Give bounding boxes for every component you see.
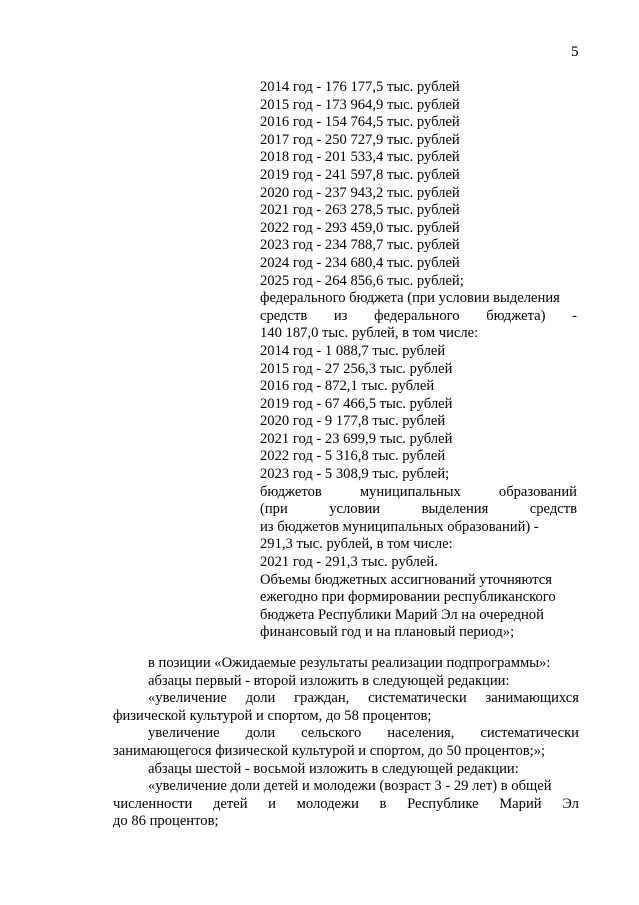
- year-line: 2024 год - 234 680,4 тыс. рублей: [260, 254, 460, 271]
- year-line: 2020 год - 237 943,2 тыс. рублей: [260, 184, 460, 201]
- paragraph-4-line-2: занимающегося физической культурой и спортом, до 50 процентов;»;: [113, 742, 546, 759]
- word: занимающихся: [485, 690, 579, 707]
- federal-line-2: [260, 308, 577, 326]
- word: (при: [260, 501, 288, 518]
- year-line: 2017 год - 250 727,9 тыс. рублей: [260, 131, 460, 148]
- paragraph-2: абзацы первый - второй изложить в следующей редакции:: [148, 672, 510, 689]
- body-text: [113, 655, 579, 831]
- word: муниципальных: [359, 483, 461, 500]
- note-line-4: финансовый год и на плановый период»;: [260, 624, 515, 641]
- year-line: 2015 год - 173 964,9 тыс. рублей: [260, 96, 460, 113]
- word: систематически: [480, 725, 579, 742]
- municipal-line-4: 291,3 тыс. рублей, в том числе:: [260, 536, 453, 553]
- word: граждан,: [294, 690, 350, 707]
- word: средств: [529, 501, 577, 518]
- federal-year-line: 2015 год - 27 256,3 тыс. рублей: [260, 360, 453, 377]
- municipal-line-3: из бюджетов муниципальных образований) -: [260, 518, 539, 535]
- paragraph-6-line-1: «увеличение доли детей и молодежи (возраст 3 - 29 лет) в общей: [148, 778, 552, 795]
- word: в: [379, 795, 387, 812]
- note-line-1: Объемы бюджетных ассигнований уточняются: [260, 571, 552, 588]
- municipal-line-2: [260, 501, 577, 519]
- federal-year-line: 2014 год - 1 088,7 тыс. рублей: [260, 342, 446, 359]
- year-line: 2022 год - 293 459,0 тыс. рублей: [260, 219, 460, 236]
- word: и: [268, 795, 276, 812]
- funding-block: [260, 79, 577, 642]
- word: средств: [260, 307, 308, 324]
- paragraph-3-line-2: физической культурой и спортом, до 58 процентов;: [113, 707, 432, 724]
- word: систематически: [368, 690, 467, 707]
- federal-years-list: [260, 343, 577, 484]
- word: образований: [498, 483, 577, 500]
- word: населения,: [387, 725, 455, 742]
- federal-year-line: 2023 год - 5 308,9 тыс. рублей;: [260, 466, 450, 483]
- word: численности: [113, 795, 193, 812]
- year-line: 2021 год - 263 278,5 тыс. рублей: [260, 202, 460, 219]
- paragraph-3-line-1: [113, 690, 579, 708]
- word: из: [333, 307, 348, 324]
- year-line: 2025 год - 264 856,6 тыс. рублей;: [260, 272, 464, 289]
- paragraph-4-line-1: [113, 725, 579, 743]
- year-line: 2019 год - 241 597,8 тыс. рублей: [260, 166, 460, 183]
- years-list: [260, 79, 577, 290]
- federal-year-line: 2020 год - 9 177,8 тыс. рублей: [260, 413, 446, 430]
- paragraph-1: в позиции «Ожидаемые результаты реализации подпрограммы»:: [148, 655, 551, 671]
- word: доли: [245, 725, 276, 742]
- year-line: 2014 год - 176 177,5 тыс. рублей: [260, 79, 460, 95]
- paragraph-6-line-2: [113, 796, 579, 814]
- paragraph-5: абзацы шестой - восьмой изложить в следующей редакции:: [148, 760, 519, 777]
- municipal-line-1: [260, 484, 577, 502]
- note-line-3: бюджета Республики Марий Эл на очередной: [260, 606, 544, 623]
- word: выделения: [421, 501, 489, 518]
- year-line: 2016 год - 154 764,5 тыс. рублей: [260, 114, 460, 131]
- word: федерального: [374, 307, 460, 324]
- word: детей: [212, 795, 248, 812]
- word: молодежи: [296, 795, 359, 812]
- federal-year-line: 2016 год - 872,1 тыс. рублей: [260, 378, 435, 395]
- word: доли: [245, 690, 276, 707]
- federal-year-line: 2022 год - 5 316,8 тыс. рублей: [260, 448, 446, 465]
- word: условии: [329, 501, 381, 518]
- word: Марий: [499, 795, 542, 812]
- paragraph-6-line-3: до 86 процентов;: [113, 813, 219, 830]
- word: бюджета): [486, 307, 546, 324]
- federal-year-line: 2019 год - 67 466,5 тыс. рублей: [260, 395, 453, 412]
- page-number: 5: [571, 44, 579, 60]
- word: увеличение: [148, 725, 220, 742]
- note-line-2: ежегодно при формировании республиканского: [260, 589, 556, 606]
- federal-line-3: 140 187,0 тыс. рублей, в том числе:: [260, 325, 479, 342]
- word: -: [572, 307, 577, 324]
- federal-year-line: 2021 год - 23 699,9 тыс. рублей: [260, 430, 453, 447]
- year-line: 2018 год - 201 533,4 тыс. рублей: [260, 149, 460, 166]
- word: сельского: [301, 725, 362, 742]
- federal-line-1: федерального бюджета (при условии выделения: [260, 290, 560, 307]
- year-line: 2023 год - 234 788,7 тыс. рублей: [260, 237, 460, 254]
- word: «увеличение: [148, 690, 227, 707]
- municipal-line-5: 2021 год - 291,3 тыс. рублей.: [260, 554, 438, 571]
- word: Республике: [407, 795, 479, 812]
- word: Эл: [562, 795, 579, 812]
- word: бюджетов: [260, 483, 322, 500]
